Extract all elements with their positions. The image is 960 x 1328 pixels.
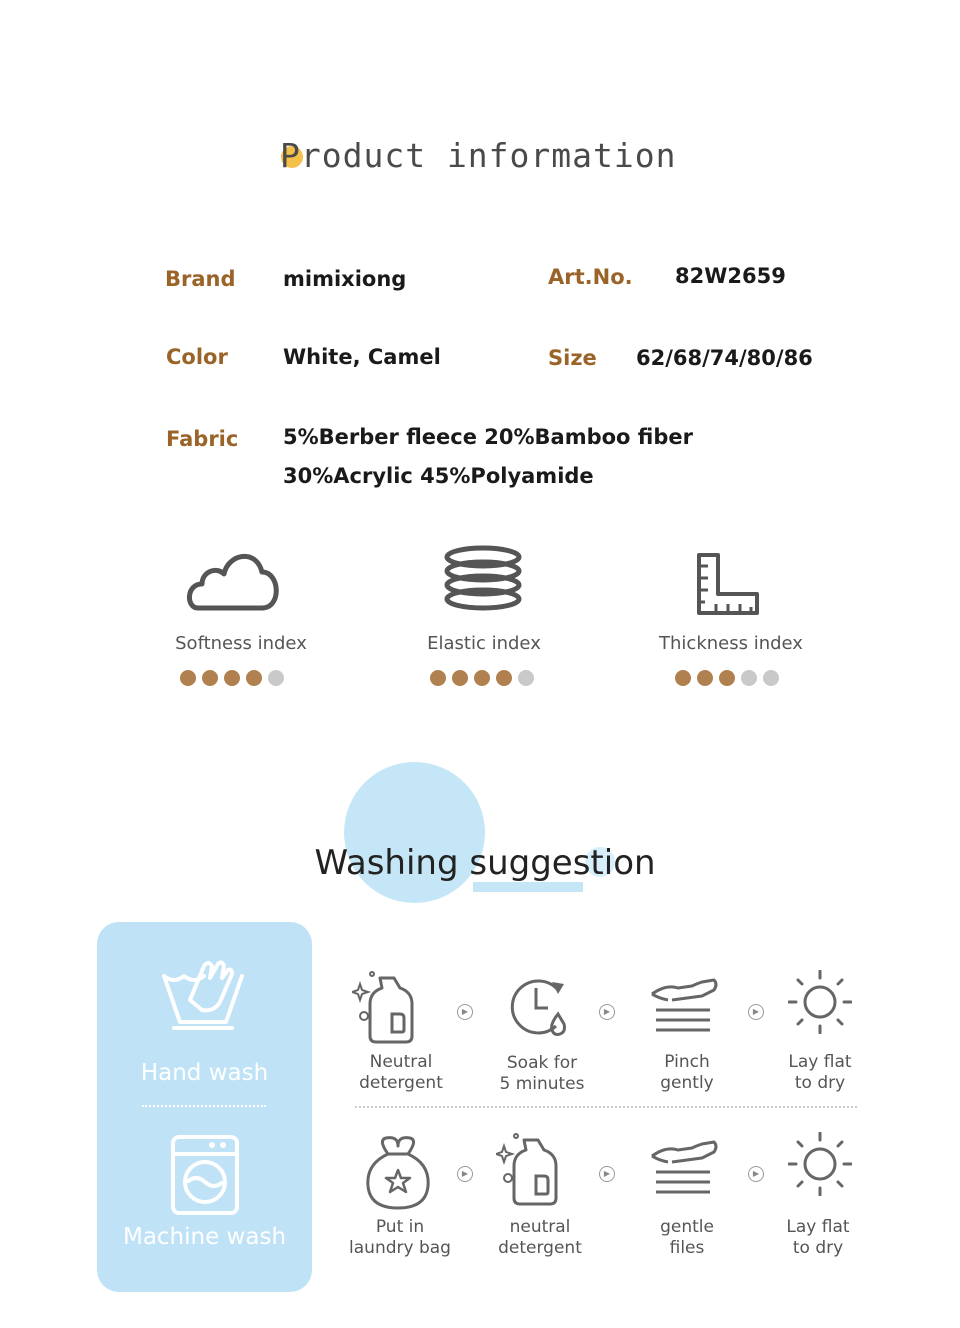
step-line-2: to dry: [794, 1073, 846, 1093]
machine-wash-label: Machine wash: [122, 1224, 287, 1250]
rating-dot-filled: [180, 670, 196, 686]
elastic-index-label: Elastic index: [427, 633, 541, 654]
step-arrow-icon: ▶: [457, 1166, 473, 1182]
step-arrow-icon: ▶: [599, 1166, 615, 1182]
brand-value: mimixiong: [283, 267, 407, 291]
hand-step-3: [617, 1052, 757, 1094]
size-label: Size: [548, 346, 597, 370]
step-line-1: Lay flat: [788, 1052, 852, 1072]
step-arrow-icon: ▶: [748, 1004, 764, 1020]
step-line-2: detergent: [498, 1238, 582, 1258]
machine-step-4: [748, 1217, 888, 1259]
washing-title: Washing suggestion: [314, 843, 656, 883]
step-line-2: gently: [660, 1073, 714, 1093]
detergent-bottle-icon: [496, 1132, 572, 1208]
hand-step-2: [472, 1053, 612, 1095]
artno-label: Art.No.: [548, 265, 633, 289]
panel-divider: [142, 1105, 266, 1107]
hand-wash-icon: [160, 956, 246, 1034]
sun-icon: [788, 1132, 852, 1196]
rating-dot-filled: [452, 670, 468, 686]
brand-label: Brand: [165, 267, 236, 291]
rating-dot-filled: [430, 670, 446, 686]
step-line-1: neutral: [509, 1217, 571, 1237]
fabric-line-1: 5%Berber fleece 20%Bamboo fiber: [283, 425, 693, 449]
hand-step-4: [750, 1052, 890, 1094]
rating-dot-filled: [719, 670, 735, 686]
hand-pinch-icon: [648, 1138, 720, 1200]
size-value: 62/68/74/80/86: [636, 346, 813, 370]
rating-dot-filled: [202, 670, 218, 686]
hand-pinch-icon: [648, 976, 720, 1038]
color-value: White, Camel: [283, 345, 441, 369]
softness-rating: [112, 670, 352, 686]
detergent-bottle-icon: [352, 970, 428, 1046]
machine-step-3: [617, 1217, 757, 1259]
heading-underline: [473, 882, 583, 892]
step-line-2: files: [669, 1238, 705, 1258]
laundry-bag-icon: [364, 1136, 432, 1210]
hand-wash-label: Hand wash: [140, 1060, 269, 1086]
machine-step-1: [330, 1217, 470, 1259]
step-line-1: Pinch: [664, 1052, 710, 1072]
spring-icon: [443, 545, 523, 617]
rating-dot-empty: [518, 670, 534, 686]
cloud-icon: [184, 544, 282, 614]
rating-dot-filled: [224, 670, 240, 686]
hand-step-1: [331, 1052, 471, 1094]
ruler-icon: [696, 552, 760, 616]
machine-step-2: [470, 1217, 610, 1259]
step-line-2: 5 minutes: [499, 1074, 585, 1094]
thickness-rating: [607, 670, 847, 686]
rating-dot-filled: [496, 670, 512, 686]
step-line-1: Put in: [375, 1217, 425, 1237]
steps-divider: [355, 1106, 857, 1108]
color-label: Color: [166, 345, 228, 369]
thickness-index-label: Thickness index: [659, 633, 803, 654]
step-arrow-icon: ▶: [457, 1004, 473, 1020]
step-line-2: to dry: [792, 1238, 844, 1258]
clock-drop-icon: [506, 974, 576, 1044]
rating-dot-empty: [268, 670, 284, 686]
step-line-2: laundry bag: [349, 1238, 451, 1258]
step-line-1: Neutral: [369, 1052, 433, 1072]
fabric-line-2: 30%Acrylic 45%Polyamide: [283, 464, 594, 488]
rating-dot-empty: [741, 670, 757, 686]
page-title: Product information: [280, 136, 677, 175]
step-line-1: gentle: [660, 1217, 714, 1237]
rating-dot-empty: [763, 670, 779, 686]
rating-dot-filled: [474, 670, 490, 686]
rating-dot-filled: [697, 670, 713, 686]
rating-dot-filled: [246, 670, 262, 686]
sun-icon: [788, 970, 852, 1034]
artno-value: 82W2659: [675, 264, 786, 288]
step-line-2: detergent: [359, 1073, 443, 1093]
softness-index-label: Softness index: [175, 633, 307, 654]
washing-machine-icon: [170, 1134, 240, 1216]
elastic-rating: [362, 670, 602, 686]
fabric-label: Fabric: [166, 427, 239, 451]
step-line-1: Soak for: [506, 1053, 578, 1073]
step-arrow-icon: ▶: [599, 1004, 615, 1020]
rating-dot-filled: [675, 670, 691, 686]
step-arrow-icon: ▶: [748, 1166, 764, 1182]
step-line-1: Lay flat: [786, 1217, 850, 1237]
